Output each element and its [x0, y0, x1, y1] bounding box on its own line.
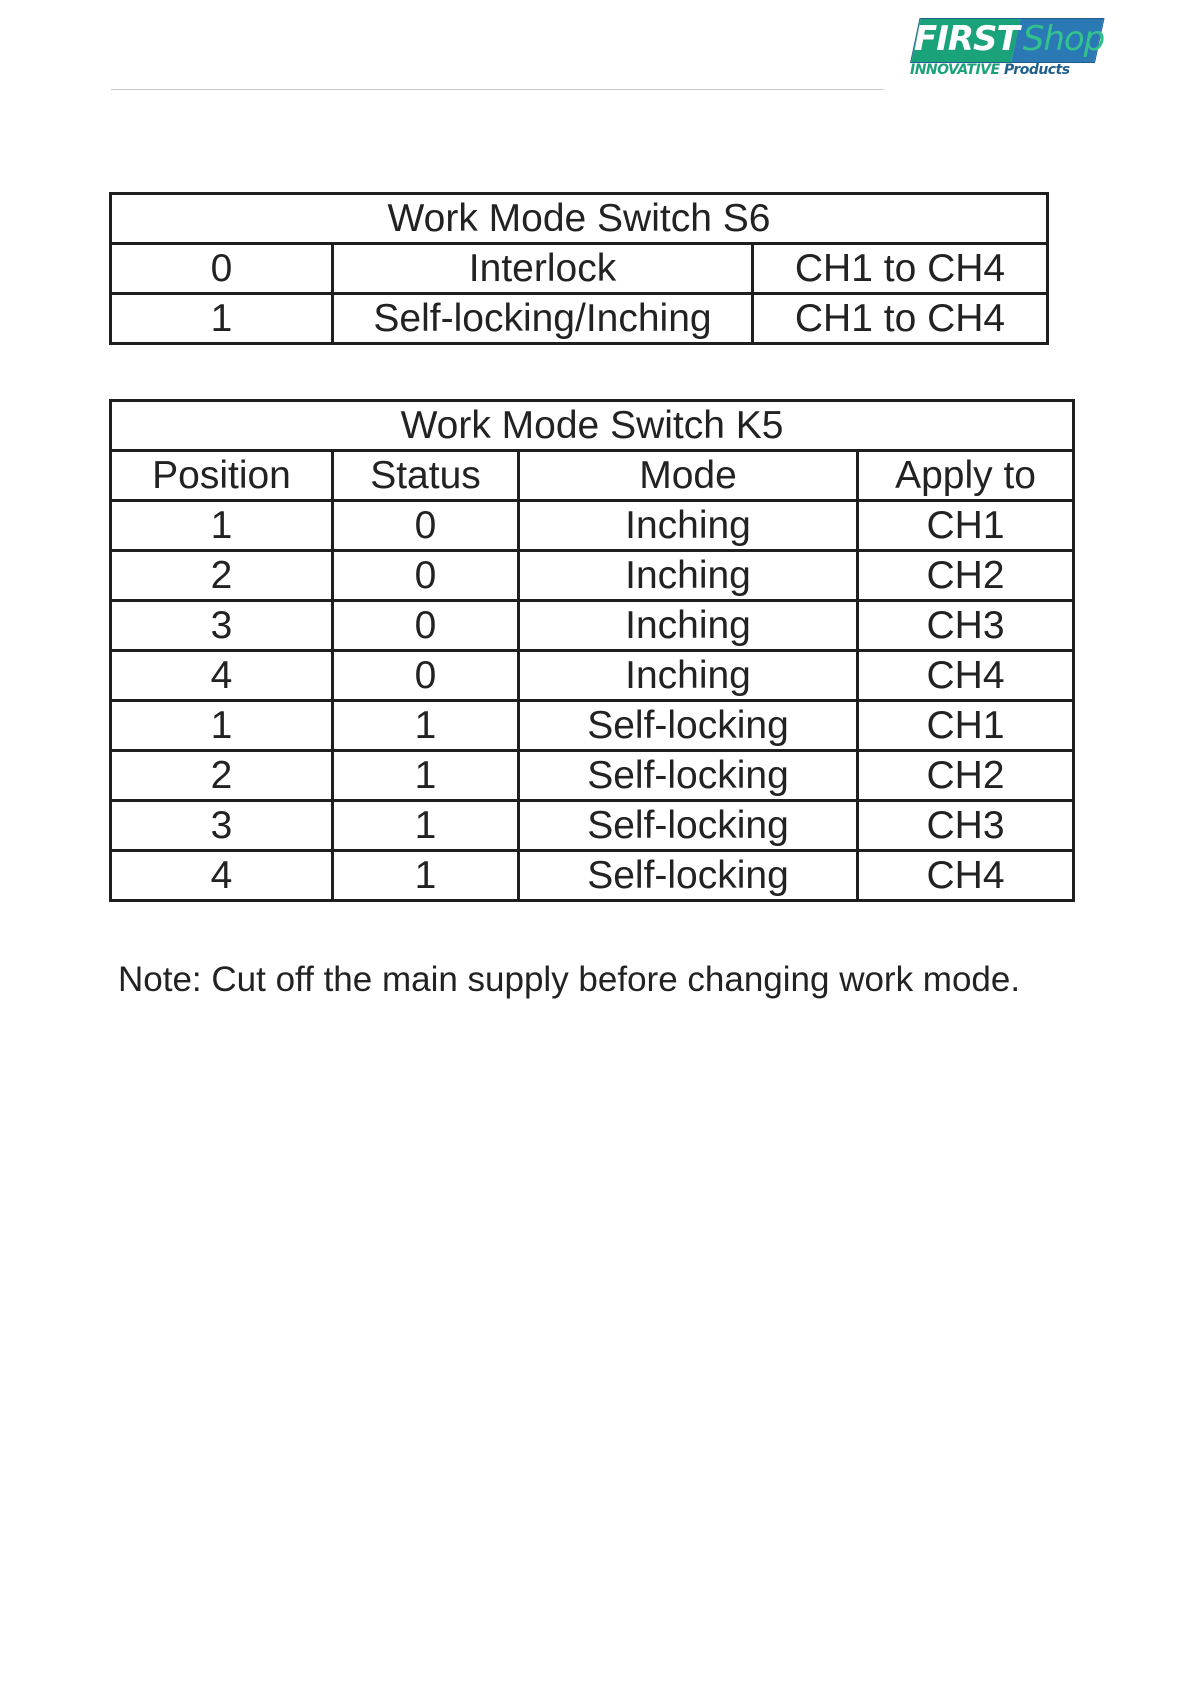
table-cell: Self-locking — [519, 701, 858, 751]
table-cell: 3 — [111, 801, 333, 851]
table-cell: Inching — [519, 601, 858, 651]
table-cell: Inching — [519, 501, 858, 551]
table-cell: 0 — [333, 501, 519, 551]
table-row — [111, 701, 1074, 751]
table-cell: Self-locking — [519, 751, 858, 801]
table-cell: Interlock — [333, 244, 753, 294]
table-row — [111, 651, 1074, 701]
table-cell: CH4 — [858, 651, 1074, 701]
table-title-row — [111, 194, 1048, 244]
table-cell: CH1 to CH4 — [753, 294, 1048, 344]
table-row — [111, 851, 1074, 901]
table-row — [111, 294, 1048, 344]
table-row — [111, 551, 1074, 601]
table-title-row — [111, 401, 1074, 451]
table-row — [111, 244, 1048, 294]
table-header-row — [111, 451, 1074, 501]
table-cell: 3 — [111, 601, 333, 651]
table-cell: 1 — [333, 751, 519, 801]
table-cell: 1 — [111, 501, 333, 551]
column-header: Apply to — [858, 451, 1074, 501]
table-cell: Inching — [519, 551, 858, 601]
table-cell: CH1 to CH4 — [753, 244, 1048, 294]
column-header: Status — [333, 451, 519, 501]
brand-logo — [910, 18, 1105, 80]
column-header: Position — [111, 451, 333, 501]
table-cell: CH3 — [858, 801, 1074, 851]
table-cell: Self-locking — [519, 801, 858, 851]
logo-word-first: FIRST — [914, 19, 1019, 59]
table-cell: 0 — [333, 551, 519, 601]
table-cell: 1 — [333, 851, 519, 901]
table-cell: 4 — [111, 651, 333, 701]
table-cell: Self-locking/Inching — [333, 294, 753, 344]
table-cell: 1 — [333, 801, 519, 851]
header-divider — [111, 89, 884, 90]
table-cell: 1 — [333, 701, 519, 751]
s6-title: Work Mode Switch S6 — [111, 194, 1048, 244]
table-row — [111, 501, 1074, 551]
table-cell: CH2 — [858, 551, 1074, 601]
logo-tagline: INNOVATIVE Products — [910, 62, 1070, 78]
table-cell: 0 — [333, 651, 519, 701]
table-cell: 1 — [111, 294, 333, 344]
k5-table — [109, 399, 1075, 902]
table-cell: CH4 — [858, 851, 1074, 901]
table-cell: 0 — [333, 601, 519, 651]
table-cell: CH1 — [858, 501, 1074, 551]
table-row — [111, 601, 1074, 651]
column-header: Mode — [519, 451, 858, 501]
table-cell: 1 — [111, 701, 333, 751]
table-cell: CH1 — [858, 701, 1074, 751]
s6-table — [109, 192, 1049, 345]
table-cell: 0 — [111, 244, 333, 294]
table-cell: 2 — [111, 751, 333, 801]
safety-note: Note: Cut off the main supply before changing work mode. — [118, 960, 1021, 999]
table-cell: 4 — [111, 851, 333, 901]
table-row — [111, 801, 1074, 851]
table-row — [111, 751, 1074, 801]
table-cell: CH2 — [858, 751, 1074, 801]
table-cell: CH3 — [858, 601, 1074, 651]
logo-word-shop: Shop — [1022, 19, 1105, 59]
k5-title: Work Mode Switch K5 — [111, 401, 1074, 451]
table-cell: 2 — [111, 551, 333, 601]
table-cell: Self-locking — [519, 851, 858, 901]
table-cell: Inching — [519, 651, 858, 701]
